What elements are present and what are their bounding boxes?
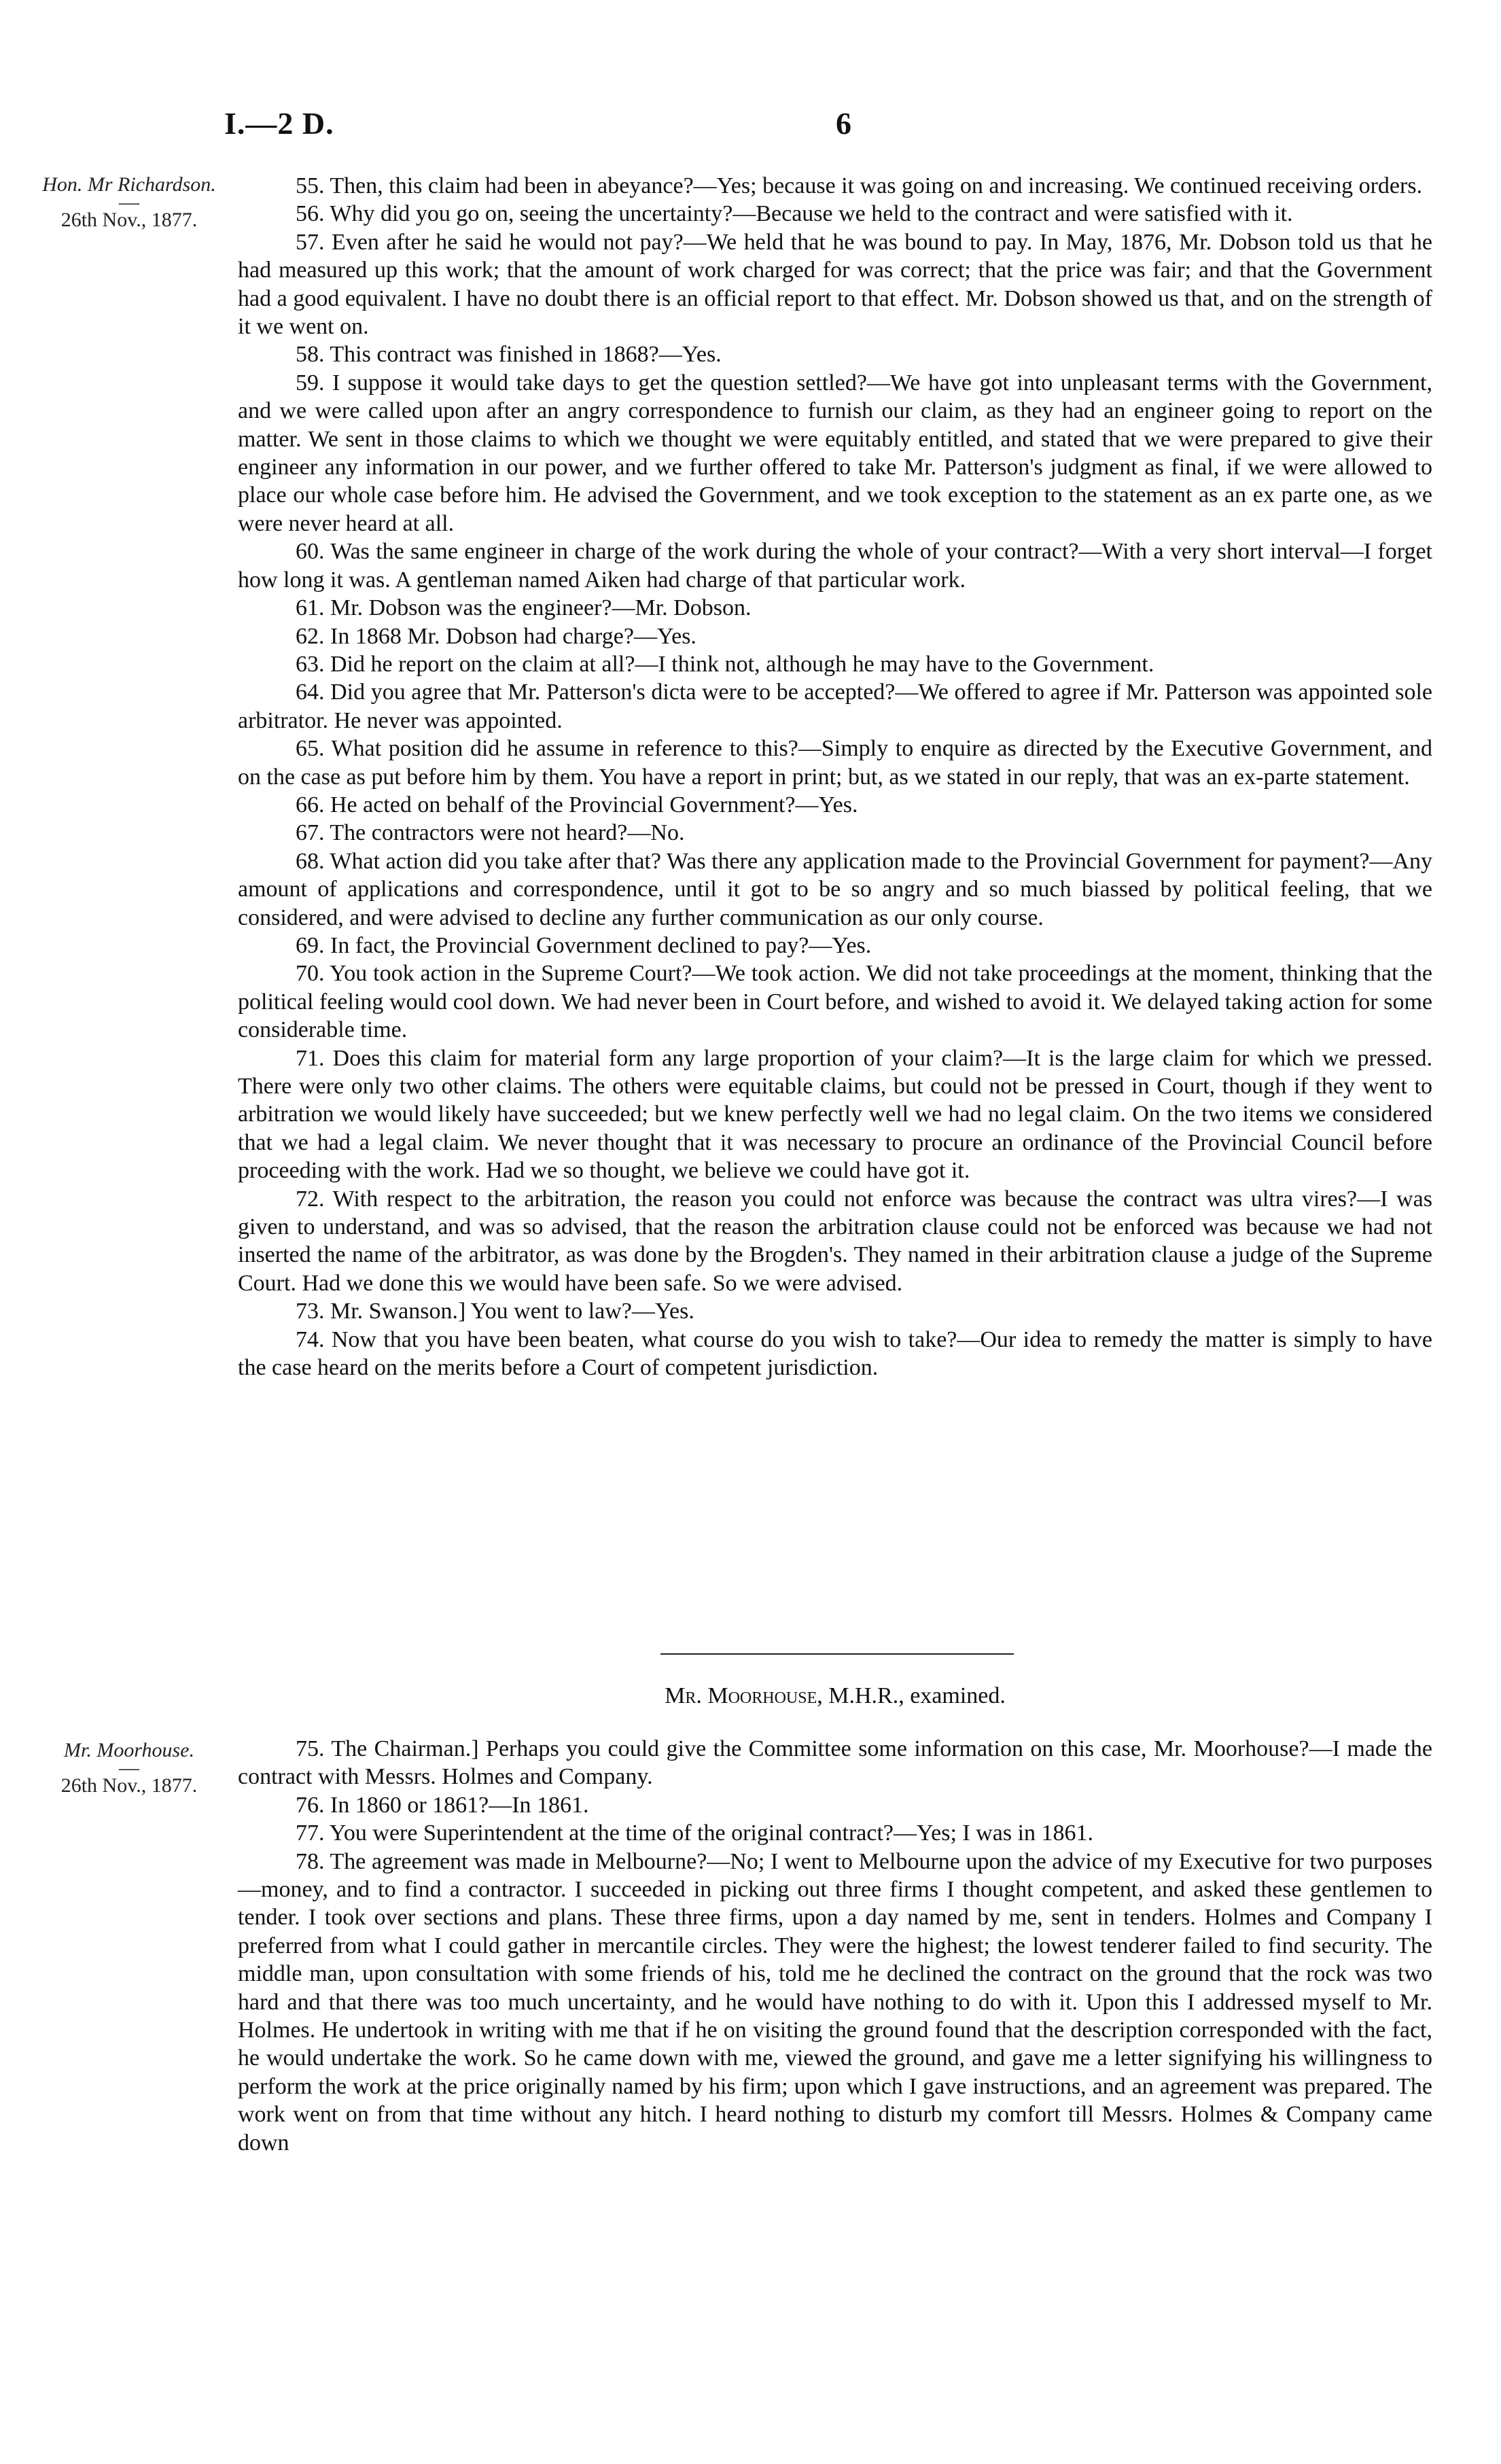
question-66: 66. He acted on behalf of the Provincial Government?—Yes. xyxy=(296,792,858,817)
question-71: 71. Does this claim for material form any large proportion of your claim?—It is the large claim for which we pressed. There were only two other claims. The others were equitable claims, but could not be pressed in Court, though if they went to arbitration we would likely have succeeded; but we knew perfectly well we had no legal claim. On the two items we considered that we had a legal claim. We never thought that it was necessary to procure an ordinance of the Provincial Council before proceeding with the work. Had we so thought, we believe we could have got it. xyxy=(238,1045,1432,1184)
question-61: 61. Mr. Dobson was the engineer?—Mr. Dobson. xyxy=(296,595,752,621)
section-divider xyxy=(660,1653,1014,1655)
question-67: 67. The contractors were not heard?—No. xyxy=(296,820,685,846)
margin-note-divider: — xyxy=(119,1757,139,1779)
question-77: 77. You were Superintendent at the time of the original contract?—Yes; I was in 1861. xyxy=(296,1820,1094,1846)
question-65: 65. What position did he assume in reference to this?—Simply to enquire as directed by the Executive Government, and on the case as put before him by them. You have a report in print; but, as we stated in our reply, that was an ex-parte statement. xyxy=(238,736,1432,790)
question-57: 57. Even after he said he would not pay?—We held that he was bound to pay. In May, 1876, Mr. Dobson told us that he had measured up this work; that the amount of work charged for was correct; that the price was fair; and that the Government had a good equivalent. I have no doubt there is an official report to that effect. Mr. Dobson showed us that, and on the strength of it we went on. xyxy=(238,229,1432,340)
question-78: 78. The agreement was made in Melbourne?—No; I went to Melbourne upon the advice of my Executive for two purposes—money, and to find a contractor. I succeeded in picking out three firms I thought competent, and asked these gentlemen to tender. I took over sections and plans. These three firms, upon a day named by me, sent in tenders. Holmes and Company I preferred from what I could gather in mercantile circles. They were the highest; the lowest tenderer failed to find security. The middle man, upon consultation with some friends of his, told me he declined the contract on the ground that the rock was two hard and that there was too much uncertainty, and he would have nothing to do with it. Upon this I addressed myself to Mr. Holmes. He undertook in writing with me that if he on visiting the ground found that the description corresponded with the fact, he would undertake the work. So he came down with me, viewed the ground, and gave me a letter signifying his willingness to perform the work at the price originally named by his firm; upon which I gave instructions, and an agreement was prepared. The work went on from that time without any hitch. I heard nothing to disturb my comfort till Messrs. Holmes & Company came down xyxy=(238,1848,1432,2155)
testimony-section-2 xyxy=(238,1735,1432,2157)
question-64: 64. Did you agree that Mr. Patterson's dicta were to be accepted?—We offered to agree if Mr. Patterson was appointed sole arbitrator. He never was appointed. xyxy=(238,680,1432,733)
margin-note-name: Mr. Moorhouse. xyxy=(64,1739,194,1761)
question-70: 70. You took action in the Supreme Court?—We took action. We did not take proceedings at the moment, thinking that the political feeling would cool down. We had never been in Court before, and wished to avoid it. We delayed taking action for some considerable time. xyxy=(238,961,1432,1043)
question-58: 58. This contract was finished in 1868?—Yes. xyxy=(296,342,722,368)
margin-note-date: 26th Nov., 1877. xyxy=(60,209,198,231)
margin-note-divider: — xyxy=(119,191,139,213)
margin-note-date: 26th Nov., 1877. xyxy=(60,1774,198,1797)
margin-note-witness-1 xyxy=(20,173,238,232)
question-69: 69. In fact, the Provincial Government declined to pay?—Yes. xyxy=(296,932,872,958)
question-68: 68. What action did you take after that? Was there any application made to the Provincial Government for payment?—Any amount of applications and correspondence, until it got to be so angry and so much biassed by political feeling, that we considered, and were advised to decline any further communication as our only course. xyxy=(238,848,1432,930)
page-header xyxy=(224,105,1447,146)
question-76: 76. In 1860 or 1861?—In 1861. xyxy=(296,1792,589,1818)
question-75: 75. The Chairman.] Perhaps you could give the Committee some information on this case, Mr. Moorhouse?—I made the contract with Messrs. Holmes and Company. xyxy=(238,1736,1432,1790)
question-55: 55. Then, this claim had been in abeyance?—Yes; because it was going on and increasing. We continued receiving orders. xyxy=(296,173,1423,198)
question-56: 56. Why did you go on, seeing the uncertainty?—Because we held to the contract and were satisfied with it. xyxy=(296,201,1293,227)
question-73: 73. Mr. Swanson.] You went to law?—Yes. xyxy=(296,1299,694,1324)
question-62: 62. In 1868 Mr. Dobson had charge?—Yes. xyxy=(296,623,696,649)
question-72: 72. With respect to the arbitration, the reason you could not enforce was because the contract was ultra vires?—I was given to understand, and was so advised, that the reason the arbitration clause could not be enforced was because we had not inserted the name of the arbitrator, as was done by the Brogden's. They named in their arbitration clause a judge of the Supreme Court. Had we done this we would have been safe. So we were advised. xyxy=(238,1186,1432,1296)
witness-name: Mr. Moorhouse, xyxy=(665,1683,823,1708)
question-63: 63. Did he report on the claim at all?—I think not, although he may have to the Government. xyxy=(296,651,1154,677)
witness-heading xyxy=(238,1682,1432,1710)
question-74: 74. Now that you have been beaten, what course do you wish to take?—Our idea to remedy the matter is simply to have the case heard on the merits before a Court of competent jurisdiction. xyxy=(238,1326,1432,1381)
testimony-section-1 xyxy=(238,172,1432,1381)
document-reference: I.—2 D. xyxy=(224,106,334,141)
question-60: 60. Was the same engineer in charge of the work during the whole of your contract?—With a very short interval—I forget how long it was. A gentleman named Aiken had charge of that particular work. xyxy=(238,539,1432,593)
witness-heading-rest: M.H.R., examined. xyxy=(822,1683,1006,1708)
margin-note-witness-2 xyxy=(20,1738,238,1798)
page-number: 6 xyxy=(836,106,851,141)
question-59: 59. I suppose it would take days to get the question settled?—We have got into unpleasant terms with the Government, and we were called upon after an angry correspondence to furnish our claim, as they had an engineer going to report on the matter. We sent in those claims to which we thought we were equitably entitled, and stated that we were prepared to give their engineer any information in our power, and we further offered to take Mr. Patterson's judgment as final, if we were allowed to place our whole case before him. He advised the Government, and we took exception to the statement as an ex parte one, as we were never heard at all. xyxy=(238,370,1432,536)
margin-note-name: Hon. Mr Richardson. xyxy=(42,173,216,196)
